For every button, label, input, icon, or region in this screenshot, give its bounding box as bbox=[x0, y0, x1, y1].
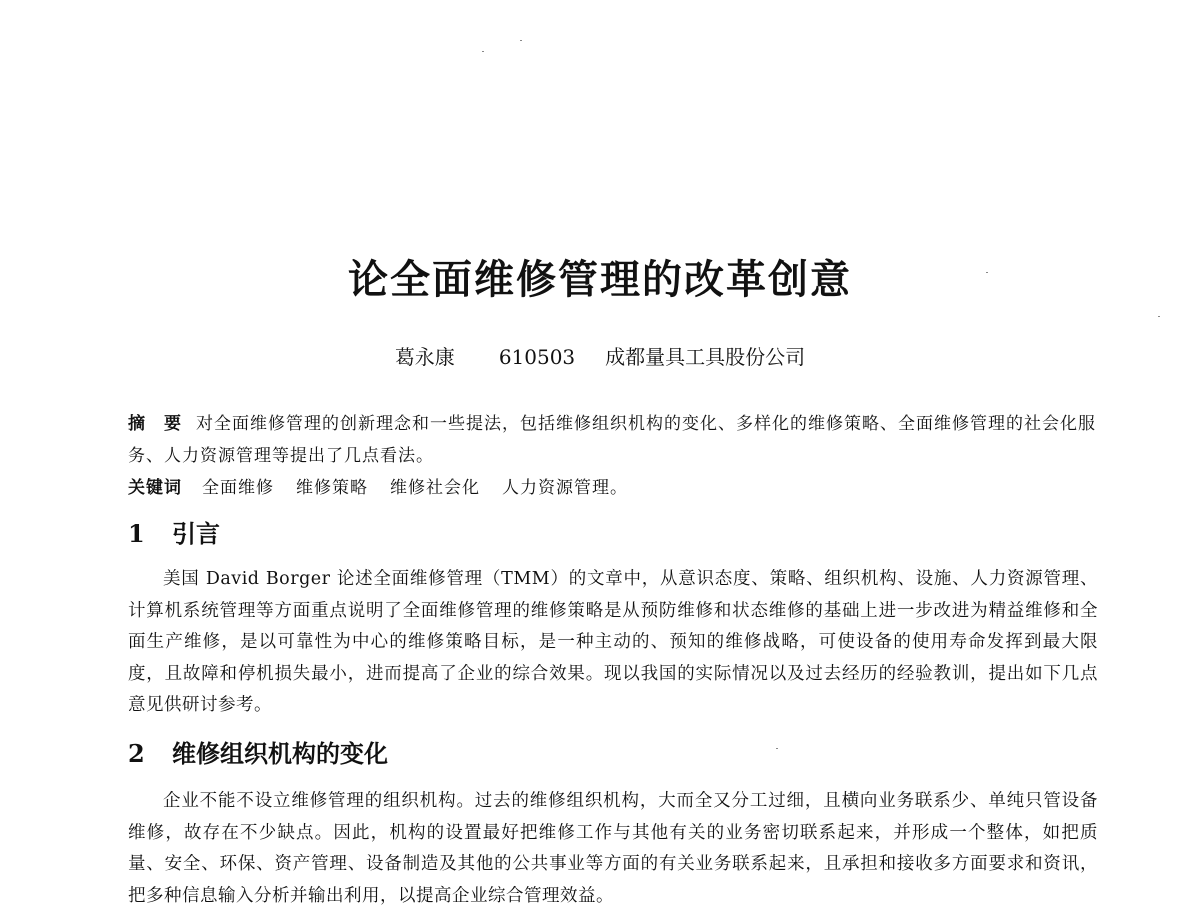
author-affiliation: 成都量具工具股份公司 bbox=[605, 345, 806, 369]
author-postcode: 610503 bbox=[498, 345, 576, 369]
author-line bbox=[0, 340, 1200, 374]
author-name: 葛永康 bbox=[394, 345, 455, 369]
abstract-text: 对全面维修管理的创新理念和一些提法，包括维修组织机构的变化、多样化的维修策略、全面维修管理的社会化服务、人力资源管理等提出了几点看法。 bbox=[128, 414, 1096, 466]
keyword: 维修策略 bbox=[296, 478, 368, 498]
section-number: 2 bbox=[128, 739, 145, 768]
section-title: 维修组织机构的变化 bbox=[172, 739, 388, 768]
abstract bbox=[128, 408, 1098, 472]
section-paragraph: 企业不能不设立维修管理的组织机构。过去的维修组织机构，大而全又分工过细，且横向业务联系少、单纯只管设备维修，故存在不少缺点。因此，机构的设置最好把维修工作与其他有关的业务密切联系起来，并形成一个整体，如把质量、安全、环保、资产管理、设备制造及其他的公共事业等方面的有关业务联系起来，且承担和接收多方面要求和资讯，把多种信息输入分析并输出利用，以提高企业综合管理效益。 bbox=[128, 791, 1098, 906]
keywords bbox=[128, 472, 1098, 504]
keyword: 全面维修 bbox=[202, 478, 274, 498]
section-title: 引言 bbox=[172, 519, 220, 548]
scan-speck bbox=[520, 40, 522, 41]
keyword: 人力资源管理。 bbox=[502, 478, 628, 498]
scan-speck bbox=[1158, 316, 1160, 317]
scan-speck bbox=[482, 51, 484, 52]
section-heading bbox=[128, 736, 1098, 772]
section-heading bbox=[128, 516, 1098, 552]
section-paragraph: 美国 David Borger 论述全面维修管理（TMM）的文章中，从意识态度、策略、组织机构、设施、人力资源管理、计算机系统管理等方面重点说明了全面维修管理的维修策略是从预防维修和状态维修的基础上进一步改进为精益维修和全面生产维修，是以可靠性为中心的维修策略目标，是一种主动的、预知的维修战略，可使设备的使用寿命发挥到最大限度，且故障和停机损失最小，进而提高了企业的综合效果。现以我国的实际情况以及过去经历的经验教训，提出如下几点意见供研讨参考。 bbox=[128, 569, 1098, 715]
abstract-label: 摘 要 bbox=[128, 414, 182, 434]
section-number: 1 bbox=[128, 519, 145, 548]
keywords-label: 关键词 bbox=[128, 478, 182, 498]
paper-title: 论全面维修管理的改革创意 bbox=[348, 256, 852, 303]
keyword: 维修社会化 bbox=[390, 478, 480, 498]
